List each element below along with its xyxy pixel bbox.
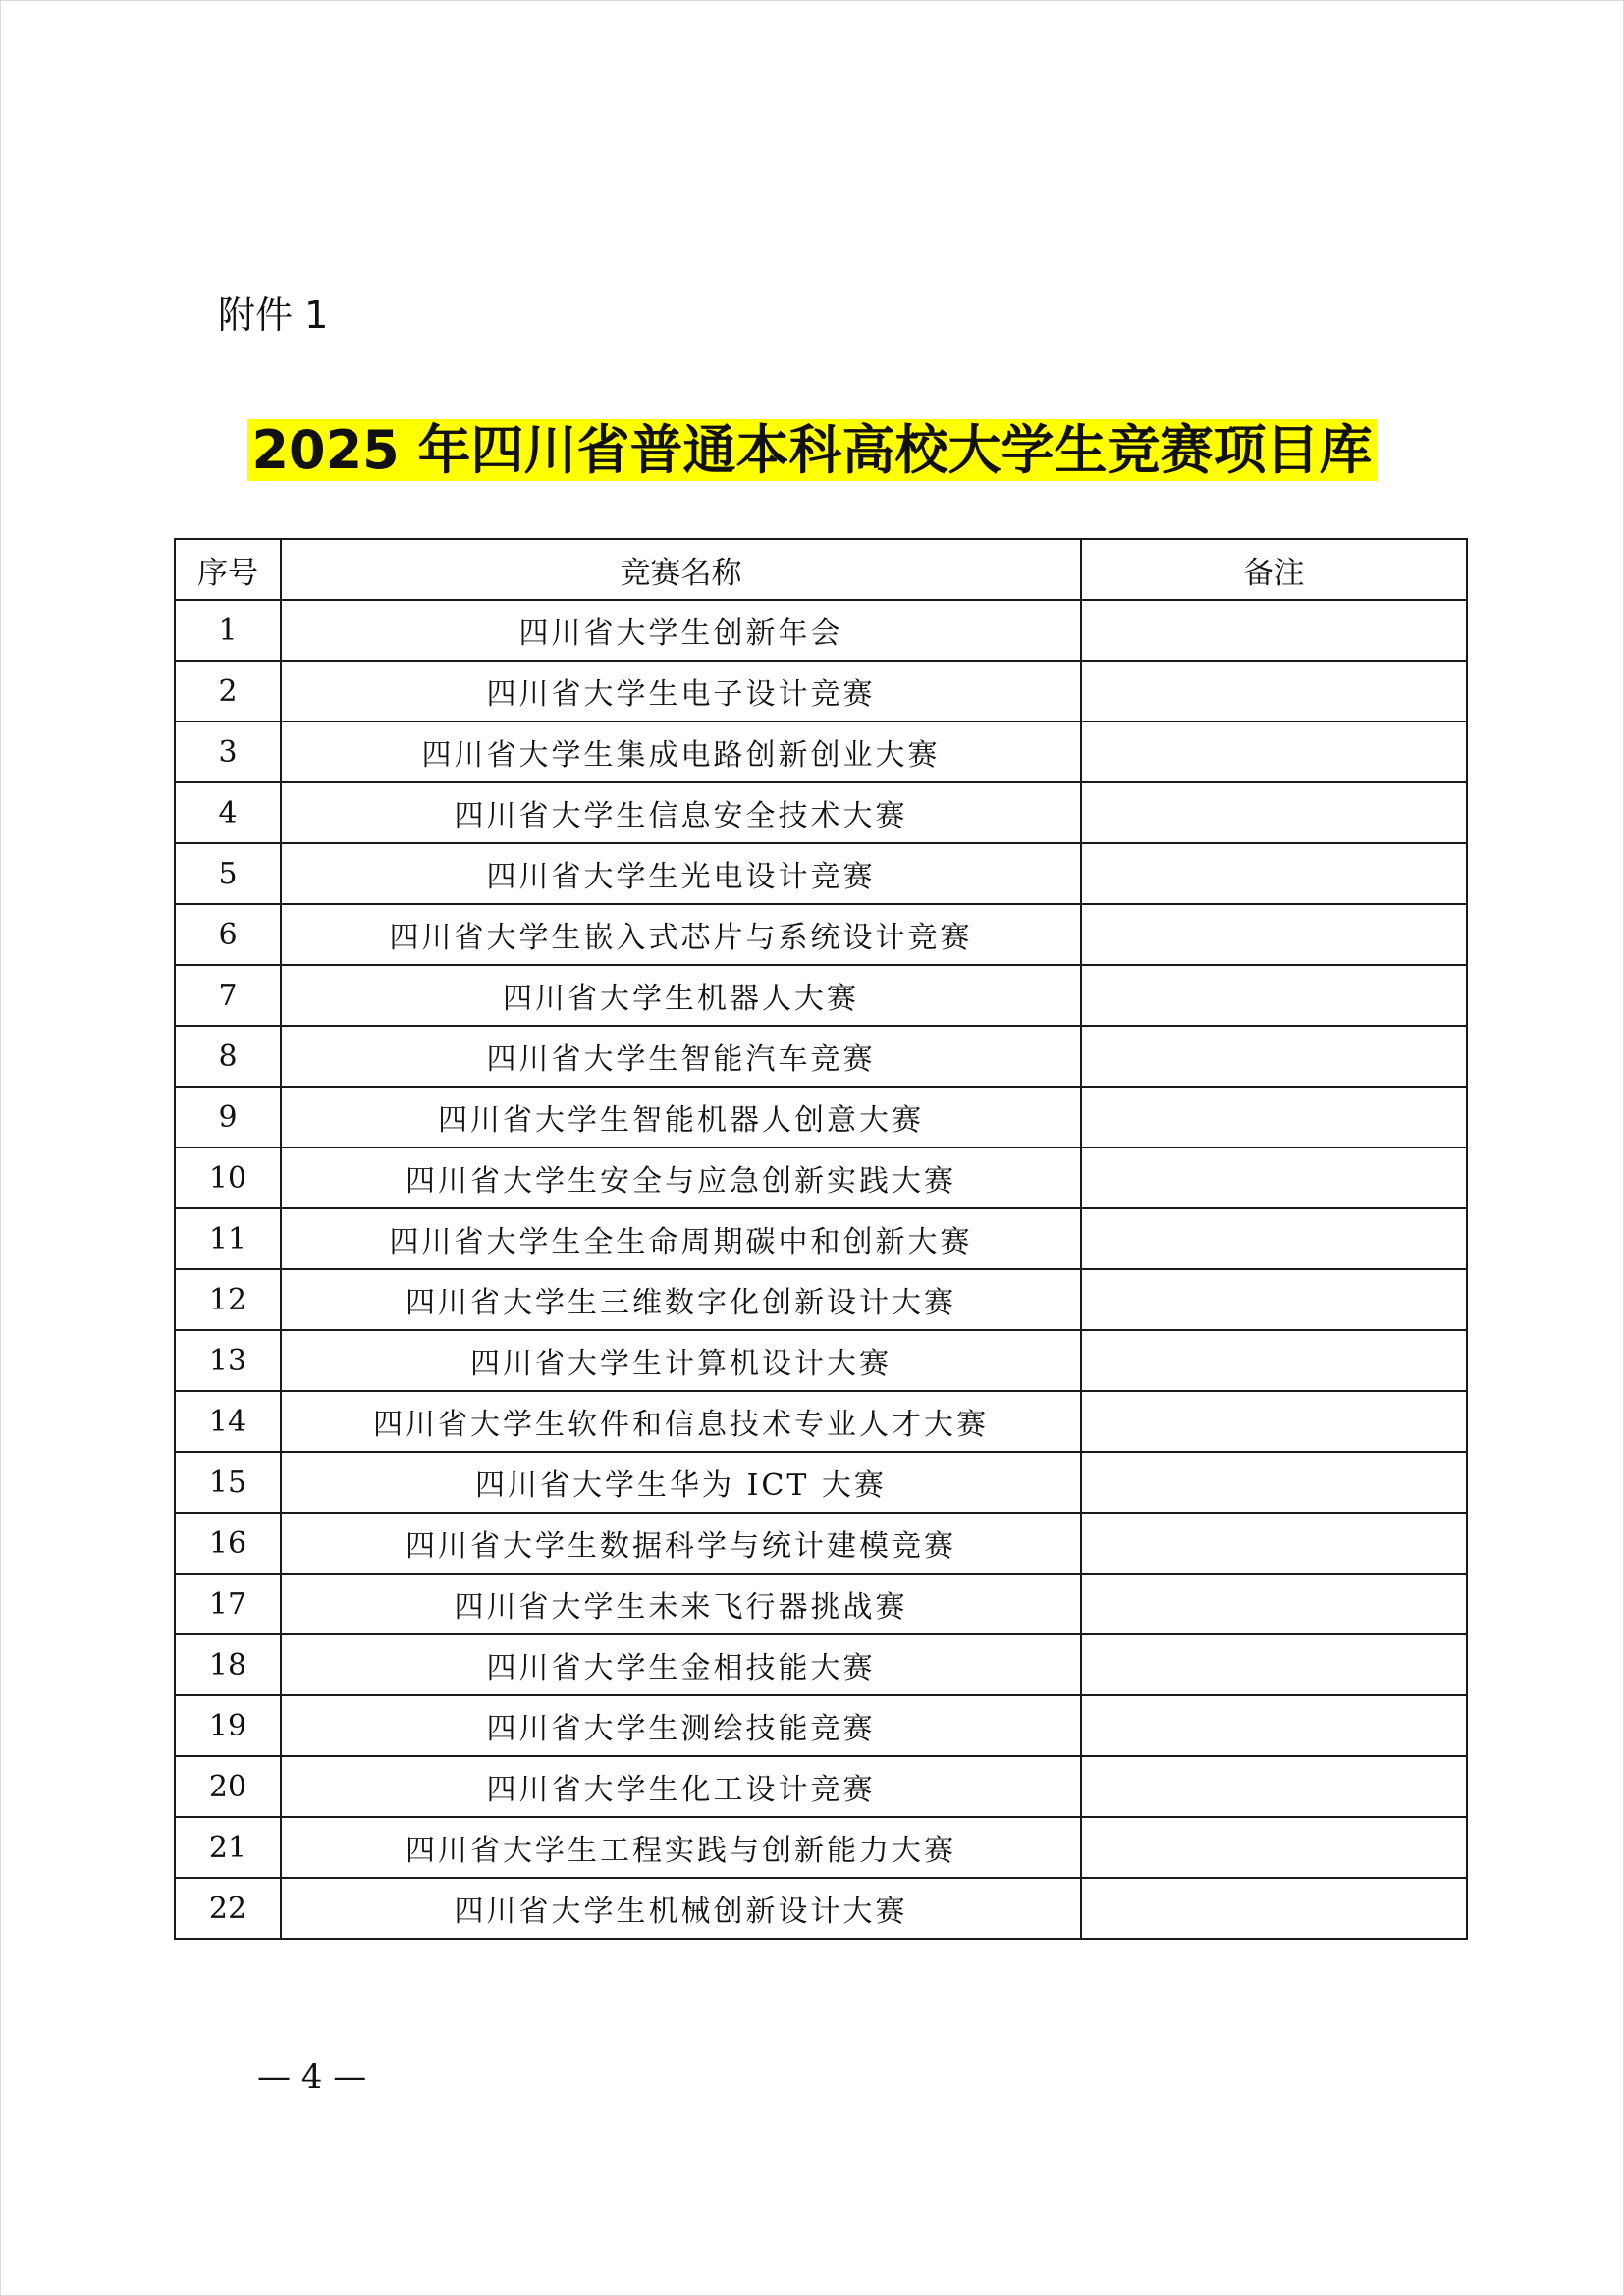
- table-row: [175, 1208, 1467, 1269]
- table-row: [175, 904, 1467, 965]
- table-row: [175, 1087, 1467, 1148]
- cell-competition-name: 四川省大学生金相技能大赛: [281, 1634, 1081, 1695]
- cell-index: 19: [175, 1695, 281, 1756]
- cell-competition-name: 四川省大学生机械创新设计大赛: [281, 1878, 1081, 1939]
- cell-remark: [1081, 1817, 1467, 1878]
- cell-index: 7: [175, 965, 281, 1026]
- cell-remark: [1081, 1574, 1467, 1634]
- cell-index: 11: [175, 1208, 281, 1269]
- cell-competition-name: 四川省大学生三维数字化创新设计大赛: [281, 1269, 1081, 1330]
- table-row: [175, 1391, 1467, 1452]
- cell-competition-name: 四川省大学生电子设计竞赛: [281, 661, 1081, 721]
- cell-index: 22: [175, 1878, 281, 1939]
- cell-competition-name: 四川省大学生安全与应急创新实践大赛: [281, 1148, 1081, 1208]
- table-row: [175, 1634, 1467, 1695]
- cell-index: 10: [175, 1148, 281, 1208]
- cell-remark: [1081, 965, 1467, 1026]
- cell-competition-name: 四川省大学生全生命周期碳中和创新大赛: [281, 1208, 1081, 1269]
- competition-table: [174, 538, 1468, 1940]
- cell-index: 18: [175, 1634, 281, 1695]
- table-row: [175, 1574, 1467, 1634]
- cell-remark: [1081, 1634, 1467, 1695]
- table-row: [175, 1756, 1467, 1817]
- table-row: [175, 1817, 1467, 1878]
- cell-competition-name: 四川省大学生创新年会: [281, 600, 1081, 661]
- table-row: [175, 1269, 1467, 1330]
- cell-index: 15: [175, 1452, 281, 1513]
- table-row: [175, 1330, 1467, 1391]
- table-row: [175, 1878, 1467, 1939]
- page-number: — 4 —: [257, 2057, 367, 2097]
- cell-index: 4: [175, 782, 281, 843]
- cell-remark: [1081, 1269, 1467, 1330]
- cell-competition-name: 四川省大学生华为 ICT 大赛: [281, 1452, 1081, 1513]
- cell-index: 13: [175, 1330, 281, 1391]
- cell-index: 5: [175, 843, 281, 904]
- cell-competition-name: 四川省大学生智能机器人创意大赛: [281, 1087, 1081, 1148]
- cell-competition-name: 四川省大学生智能汽车竞赛: [281, 1026, 1081, 1087]
- cell-remark: [1081, 1391, 1467, 1452]
- cell-index: 2: [175, 661, 281, 721]
- table-row: [175, 782, 1467, 843]
- header-remark: 备注: [1081, 539, 1467, 600]
- table-body: [175, 600, 1467, 1939]
- cell-remark: [1081, 843, 1467, 904]
- cell-remark: [1081, 721, 1467, 782]
- cell-index: 12: [175, 1269, 281, 1330]
- cell-remark: [1081, 1452, 1467, 1513]
- cell-remark: [1081, 1087, 1467, 1148]
- table-row: [175, 600, 1467, 661]
- cell-index: 14: [175, 1391, 281, 1452]
- cell-remark: [1081, 1026, 1467, 1087]
- cell-competition-name: 四川省大学生数据科学与统计建模竞赛: [281, 1513, 1081, 1574]
- cell-index: 1: [175, 600, 281, 661]
- cell-index: 9: [175, 1087, 281, 1148]
- document-title: [0, 412, 1624, 489]
- cell-competition-name: 四川省大学生化工设计竞赛: [281, 1756, 1081, 1817]
- table-row: [175, 1695, 1467, 1756]
- cell-index: 8: [175, 1026, 281, 1087]
- table-row: [175, 1452, 1467, 1513]
- cell-index: 3: [175, 721, 281, 782]
- table-row: [175, 1513, 1467, 1574]
- cell-competition-name: 四川省大学生光电设计竞赛: [281, 843, 1081, 904]
- cell-competition-name: 四川省大学生软件和信息技术专业人才大赛: [281, 1391, 1081, 1452]
- cell-competition-name: 四川省大学生机器人大赛: [281, 965, 1081, 1026]
- cell-remark: [1081, 904, 1467, 965]
- cell-competition-name: 四川省大学生集成电路创新创业大赛: [281, 721, 1081, 782]
- header-name: 竞赛名称: [281, 539, 1081, 600]
- cell-remark: [1081, 661, 1467, 721]
- cell-remark: [1081, 1148, 1467, 1208]
- cell-index: 20: [175, 1756, 281, 1817]
- cell-index: 17: [175, 1574, 281, 1634]
- cell-competition-name: 四川省大学生测绘技能竞赛: [281, 1695, 1081, 1756]
- cell-competition-name: 四川省大学生信息安全技术大赛: [281, 782, 1081, 843]
- cell-competition-name: 四川省大学生工程实践与创新能力大赛: [281, 1817, 1081, 1878]
- table-header-row: [175, 539, 1467, 600]
- cell-index: 6: [175, 904, 281, 965]
- table-row: [175, 1148, 1467, 1208]
- cell-remark: [1081, 782, 1467, 843]
- table-row: [175, 965, 1467, 1026]
- cell-remark: [1081, 1330, 1467, 1391]
- table-row: [175, 721, 1467, 782]
- cell-remark: [1081, 1878, 1467, 1939]
- table-row: [175, 1026, 1467, 1087]
- cell-competition-name: 四川省大学生计算机设计大赛: [281, 1330, 1081, 1391]
- document-title-text: 2025 年四川省普通本科高校大学生竞赛项目库: [247, 419, 1376, 481]
- cell-competition-name: 四川省大学生未来飞行器挑战赛: [281, 1574, 1081, 1634]
- cell-remark: [1081, 1513, 1467, 1574]
- attachment-label: 附件 1: [218, 294, 329, 337]
- header-index: 序号: [175, 539, 281, 600]
- cell-remark: [1081, 1695, 1467, 1756]
- cell-competition-name: 四川省大学生嵌入式芯片与系统设计竞赛: [281, 904, 1081, 965]
- table-row: [175, 843, 1467, 904]
- cell-index: 16: [175, 1513, 281, 1574]
- cell-remark: [1081, 1208, 1467, 1269]
- cell-remark: [1081, 1756, 1467, 1817]
- cell-remark: [1081, 600, 1467, 661]
- cell-index: 21: [175, 1817, 281, 1878]
- table-row: [175, 661, 1467, 721]
